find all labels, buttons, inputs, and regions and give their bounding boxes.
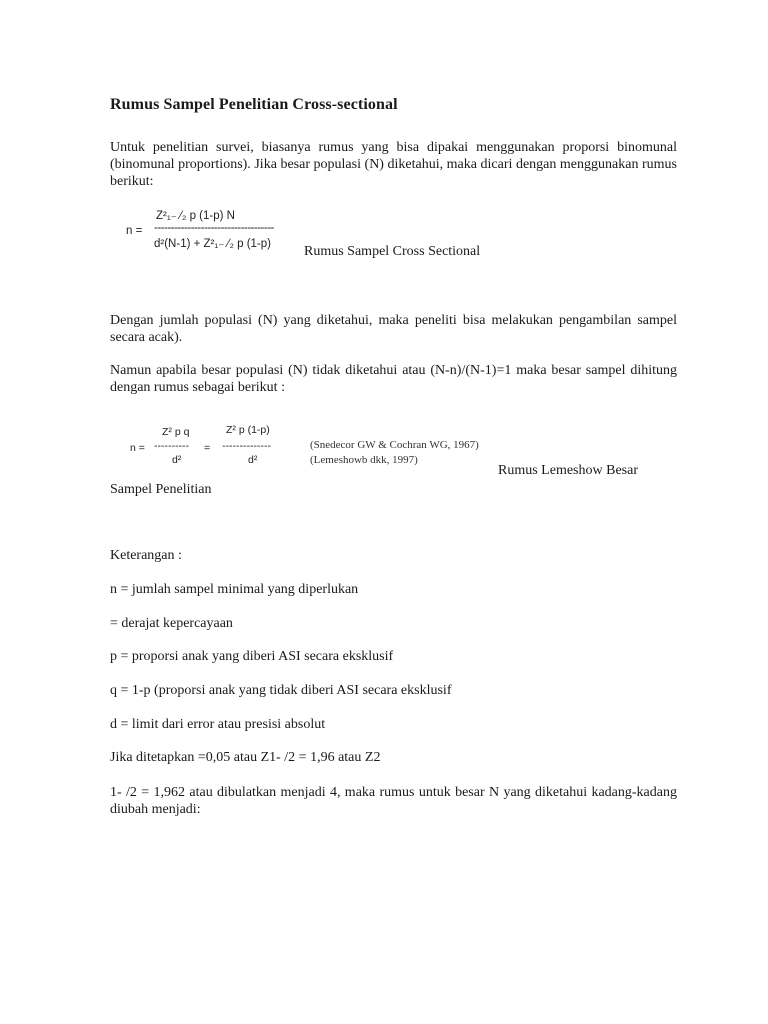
- paragraph-known-population: Dengan jumlah populasi (N) yang diketahui, maka peneliti bisa melakukan pengambilan sampel secara acak).: [110, 313, 677, 345]
- intro-paragraph: Untuk penelitian survei, biasanya rumus yang bisa dipakai menggunakan proporsi binomunal (binomunal proportions). Jika besar populasi (N) diketahui, maka dicari dengan menggunakan rumus berikut:: [110, 140, 677, 189]
- formula1-lhs: n =: [126, 225, 143, 237]
- formula1-denominator: d²(N-1) + Z²₁₋ ⁄₂ p (1-p): [154, 238, 271, 250]
- formula2-num-right: Z² p (1-p): [226, 424, 270, 436]
- paragraph-unknown-population: Namun apabila besar populasi (N) tidak diketahui atau (N-n)/(N-1)=1 maka besar sampel dihitung dengan rumus sebagai berikut :: [110, 363, 677, 395]
- formula2-line-right: --------------: [222, 440, 271, 452]
- document-page: [110, 96, 677, 817]
- formula2-equals: =: [204, 442, 211, 454]
- keterangan-item-confidence: = derajat kepercayaan: [110, 616, 233, 631]
- formula2-line-left: ----------: [154, 440, 189, 452]
- keterangan-item-n: n = jumlah sampel minimal yang diperlukan: [110, 582, 359, 597]
- keterangan-item-alpha: Jika ditetapkan =0,05 atau Z1- /2 = 1,96 atau Z2: [110, 750, 381, 765]
- keterangan-item-d: d = limit dari error atau presisi absolut: [110, 717, 326, 732]
- formula1-caption: Rumus Sampel Cross Sectional: [304, 244, 481, 259]
- formula2-caption-part2: Sampel Penelitian: [110, 482, 212, 497]
- formula1-numerator: Z²₁₋ ⁄₂ p (1-p) N: [156, 210, 235, 222]
- keterangan-heading: Keterangan :: [110, 548, 182, 563]
- keterangan-item-q: q = 1-p (proporsi anak yang tidak diberi ASI secara eksklusif: [110, 683, 452, 698]
- document-title: Rumus Sampel Penelitian Cross-sectional: [110, 96, 398, 113]
- formula2-num-left: Z² p q: [162, 426, 190, 438]
- formula1-fraction-line: ------------------------------------: [154, 222, 274, 234]
- formula2-lhs: n =: [130, 442, 145, 454]
- closing-paragraph: 1- /2 = 1,962 atau dibulatkan menjadi 4, maka rumus untuk besar N yang diketahui kadang-kadang diubah menjadi:: [110, 785, 677, 817]
- formula2-reference-lemeshow: (Lemeshowb dkk, 1997): [310, 454, 418, 466]
- formula-lemeshow: [130, 422, 510, 472]
- formula2-caption-part1: Rumus Lemeshow Besar: [498, 463, 638, 478]
- formula2-den-right: d²: [248, 454, 258, 466]
- keterangan-item-p: p = proporsi anak yang diberi ASI secara eksklusif: [110, 649, 394, 664]
- formula2-reference-snedecor: (Snedecor GW & Cochran WG, 1967): [310, 439, 479, 451]
- formula-cross-sectional: [124, 208, 324, 256]
- formula2-den-left: d²: [172, 454, 182, 466]
